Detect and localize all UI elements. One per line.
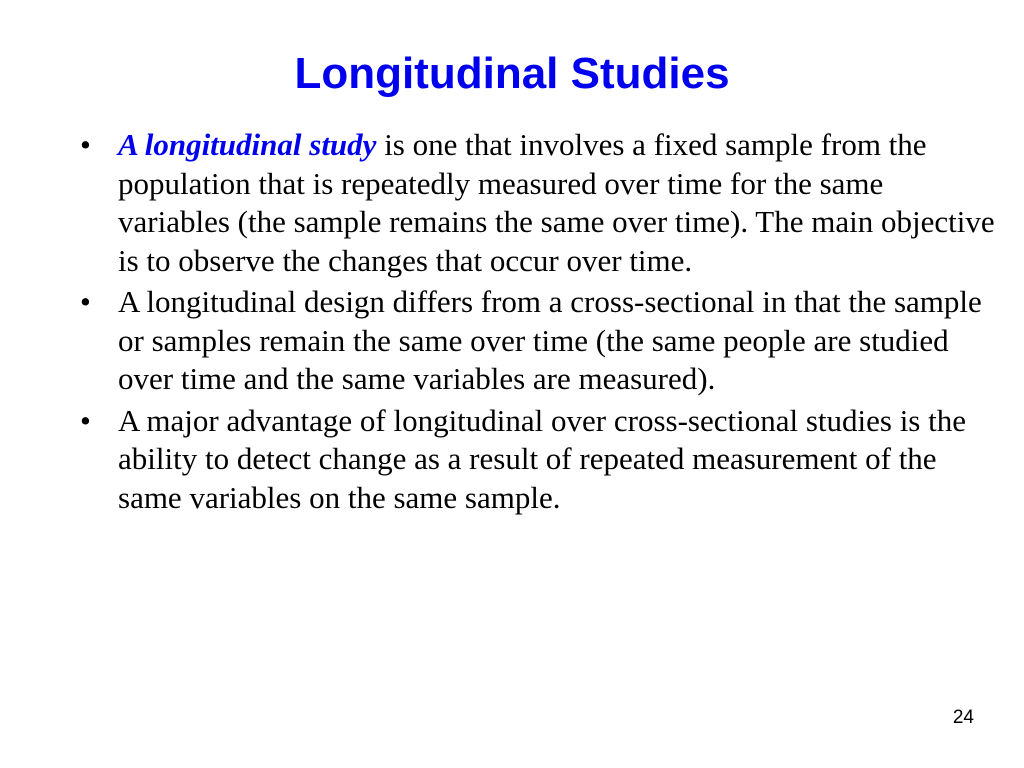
bullet-text: A major advantage of longitudinal over cross-sectional studies is the ability to detect change as a result of repeated measurement of the same variables on the same sample.	[118, 402, 966, 515]
page-number: 24	[952, 707, 974, 728]
bullet-icon: •	[80, 402, 91, 438]
bullet-icon: •	[80, 127, 91, 162]
bullet-item-definition	[80, 126, 995, 280]
bullet-text: A longitudinal design differs from a cross-sectional in that the sample or samples remain the same over time (the same people are studied over time and the same variables are measured).	[118, 284, 982, 396]
bullet-list	[80, 126, 995, 520]
bullet-icon: •	[80, 284, 91, 319]
defined-term: A longitudinal study	[118, 127, 377, 162]
bullet-item-advantage	[80, 402, 995, 518]
bullet-text: is one that involves a fixed sample from the population that is repeatedly measured over time for the same variables (the sample remains the same over time). The main objective is to observe the changes that occur over time.	[118, 127, 995, 278]
bullet-item-design-difference	[80, 283, 995, 399]
slide-title: Longitudinal Studies	[294, 49, 730, 98]
